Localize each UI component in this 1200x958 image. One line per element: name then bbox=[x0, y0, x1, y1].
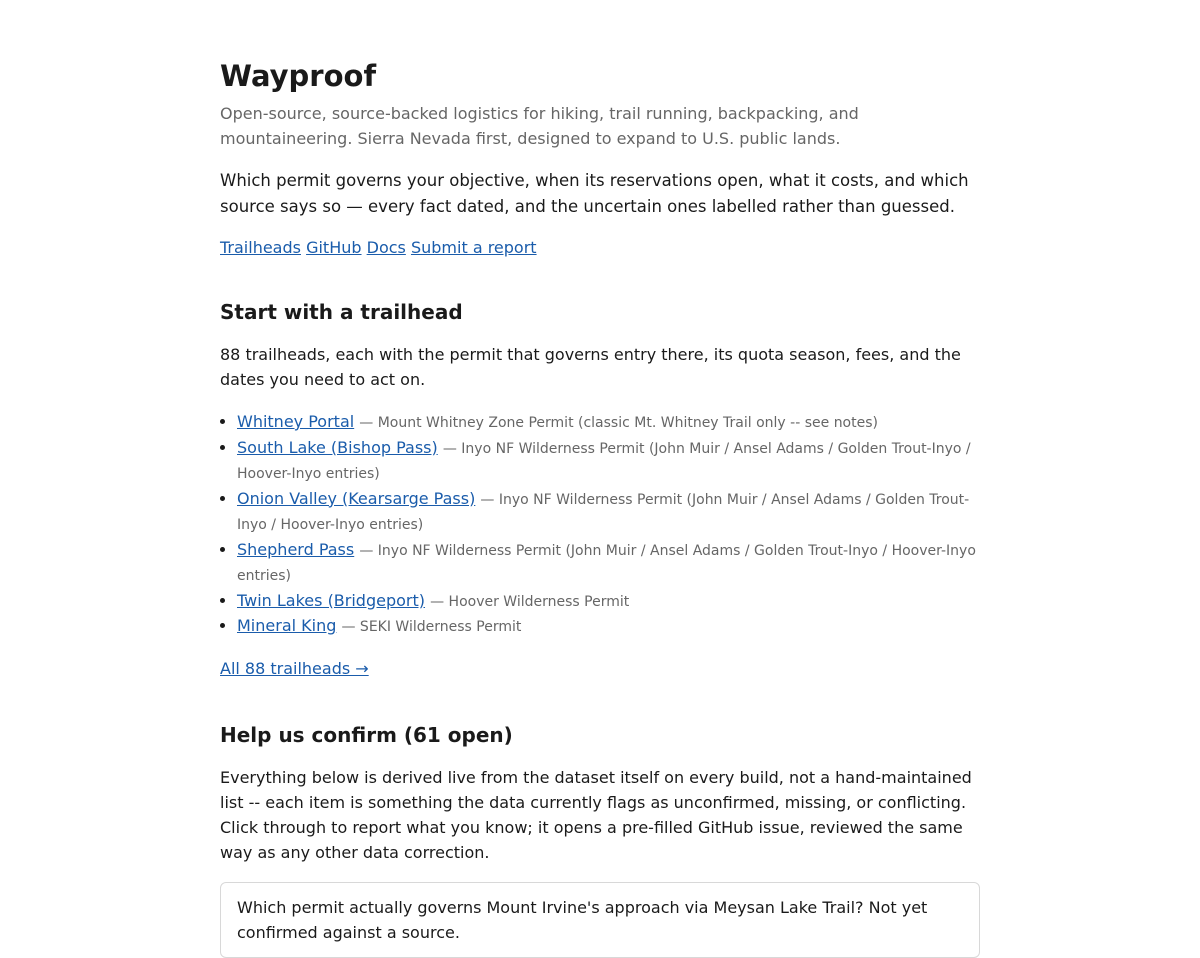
trailhead-link-south-lake[interactable]: South Lake (Bishop Pass) bbox=[237, 437, 438, 457]
confirm-section bbox=[220, 721, 980, 958]
all-trailheads-link[interactable]: All 88 trailheads → bbox=[220, 658, 369, 678]
list-item bbox=[237, 614, 980, 640]
trailhead-link-whitney-portal[interactable]: Whitney Portal bbox=[237, 412, 355, 431]
primary-nav bbox=[220, 236, 980, 260]
trailhead-link-shepherd-pass[interactable]: Shepherd Pass bbox=[237, 539, 355, 559]
site-tagline: Open-source, source-backed logistics for hiking, trail running, backpacking, and mountaineering. Sierra Nevada first, designed to expand to U.S. public lands. bbox=[220, 104, 859, 148]
confirm-item-card[interactable] bbox=[220, 882, 980, 958]
trailheads-heading: Start with a trailhead bbox=[220, 300, 463, 324]
trailhead-permit: — Mount Whitney Zone Permit (classic Mt. Whitney Trail only -- see notes) bbox=[359, 415, 878, 431]
site-intro: Which permit governs your objective, when its reservations open, what it costs, and which source says so — every fact dated, and the uncertain ones labelled rather than guessed. bbox=[220, 171, 969, 216]
nav-link-trailheads[interactable]: Trailheads bbox=[220, 238, 301, 257]
trailhead-link-mineral-king[interactable]: Mineral King bbox=[237, 616, 337, 635]
list-item bbox=[237, 589, 980, 615]
trailhead-permit: — Inyo NF Wilderness Permit (John Muir / Ansel Adams / Golden Trout-Inyo / Hoover-Inyo entries) bbox=[237, 440, 971, 482]
trailhead-permit: — Inyo NF Wilderness Permit (John Muir / Ansel Adams / Golden Trout-Inyo / Hoover-Inyo entries) bbox=[237, 542, 976, 584]
all-trailheads-wrapper bbox=[220, 657, 980, 681]
trailhead-permit: — SEKI Wilderness Permit bbox=[341, 619, 522, 635]
site-title: Wayproof bbox=[220, 59, 377, 93]
list-item bbox=[237, 436, 980, 487]
trailhead-permit: — Hoover Wilderness Permit bbox=[430, 593, 630, 610]
confirm-item-text: Which permit actually governs Mount Irvine's approach via Meysan Lake Trail? Not yet confirmed against a source. bbox=[237, 897, 928, 942]
nav-link-github[interactable]: GitHub bbox=[306, 238, 362, 257]
list-item bbox=[237, 410, 980, 436]
page bbox=[220, 0, 980, 958]
site-header bbox=[220, 56, 980, 260]
list-item bbox=[237, 487, 980, 538]
trailhead-permit: — Inyo NF Wilderness Permit (John Muir / Ansel Adams / Golden Trout-Inyo / Hoover-Inyo entries) bbox=[237, 491, 970, 533]
trailheads-section bbox=[220, 298, 980, 681]
trailhead-link-twin-lakes[interactable]: Twin Lakes (Bridgeport) bbox=[237, 590, 425, 610]
confirm-description: Everything below is derived live from the dataset itself on every build, not a hand-maintained list -- each item is something the data currently flags as unconfirmed, missing, or conflicting. Click through to report what you know; it opens a pre-filled GitHub issue, reviewed the same way as any other data correction. bbox=[220, 767, 972, 862]
trailhead-list bbox=[220, 410, 980, 640]
list-item bbox=[237, 538, 980, 589]
confirm-heading: Help us confirm (61 open) bbox=[220, 722, 513, 747]
nav-link-submit-report[interactable]: Submit a report bbox=[410, 238, 537, 257]
trailhead-link-onion-valley[interactable]: Onion Valley (Kearsarge Pass) bbox=[237, 488, 476, 508]
nav-link-docs[interactable]: Docs bbox=[366, 238, 406, 257]
trailheads-description: 88 trailheads, each with the permit that governs entry there, its quota season, fees, and the dates you need to act on. bbox=[220, 345, 961, 389]
